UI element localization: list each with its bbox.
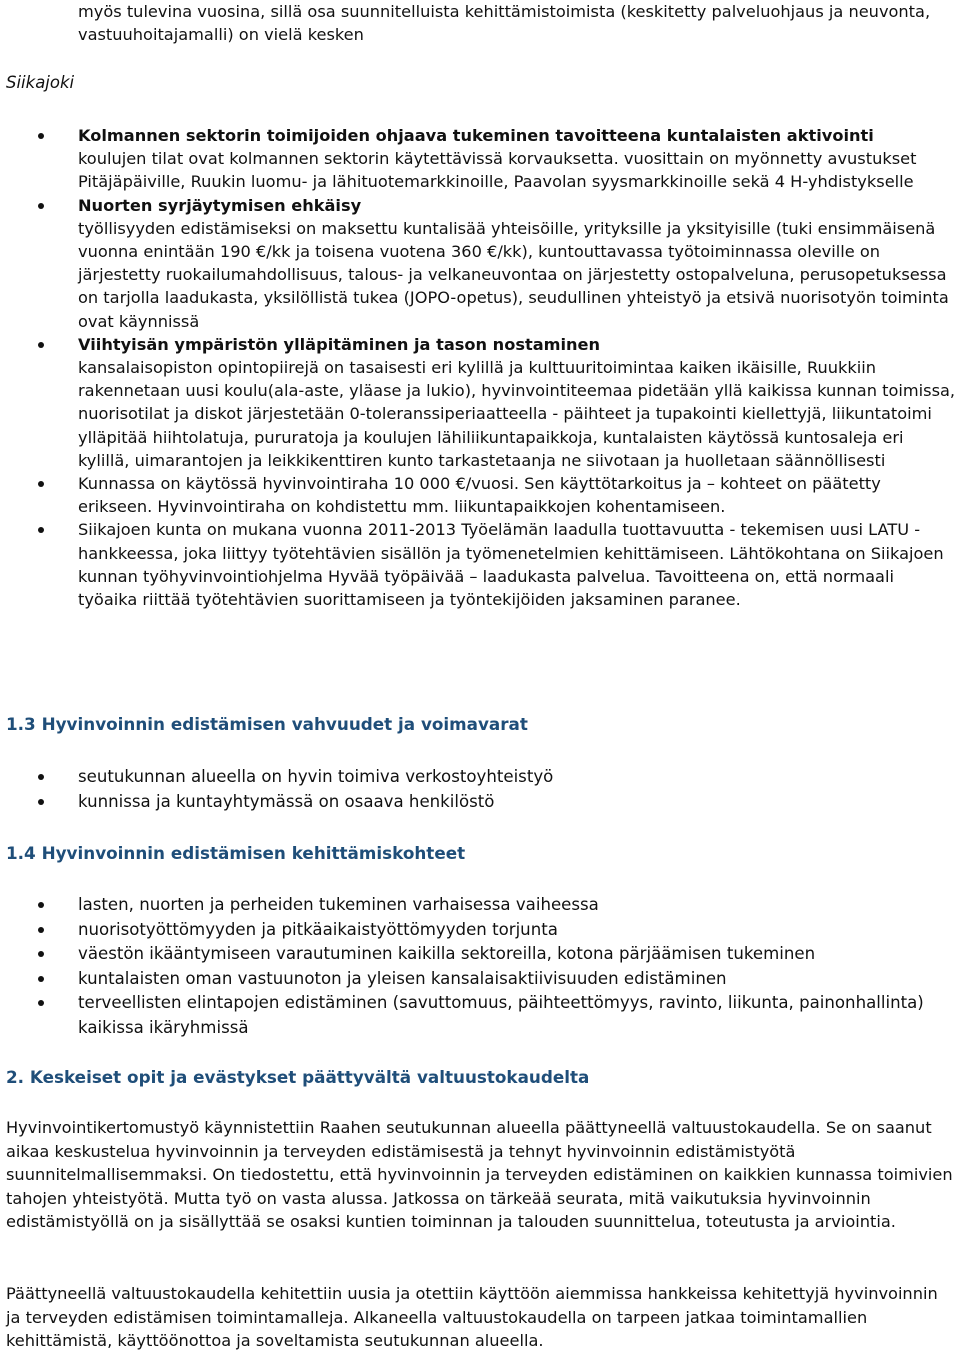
siikajoki-list [0, 124, 960, 611]
item-text: kansalaisopiston opintopiirejä on tasaisesti eri kylillä ja kulttuuritoimintaa kaiken ikäisille, Ruukkiin rakennetaan uusi koulu(ala-aste, yläase ja lukio), hyvinvointiteemaa pidetään yllä kaikissa kunnan toimissa, nuorisotilat ja diskot järjestetään 0-toleranssiperiaatteella - päihteet ja tupakointi kiellettyjä, liikuntatoimi ylläpitää hiihtolatuja, pururatoja ja koulujen lähiliikuntapaikkoja, kuntalaisten käytössä kuntosaleja eri kylillä, uimarantojen ja leikkikenttiren kunto tarkastetaanja ne siivotaan ja huolletaan säännöllisesti [78, 358, 956, 470]
strengths-list [0, 765, 960, 814]
targets-list [0, 893, 960, 1040]
list-item: lasten, nuorten ja perheiden tukeminen varhaisessa vaiheessa [0, 893, 960, 918]
list-item: seutukunnan alueella on hyvin toimiva verkostoyhteistyö [0, 765, 960, 790]
list-item: nuorisotyöttömyyden ja pitkäaikaistyöttömyyden torjunta [0, 918, 960, 943]
list-item [0, 472, 960, 518]
list-item: kuntalaisten oman vastuunoton ja yleisen kansalaisaktiivisuuden edistäminen [0, 967, 960, 992]
item-text: Siikajoen kunta on mukana vuonna 2011-2013 Työelämän laadulla tuottavuutta - tekemisen uusi LATU -hankkeessa, joka liittyy työtehtävien sisällön ja työmenetelmien kehittämiseen. Lähtökohtana on Siikajoen kunnan työhyvinvointiohjelma Hyvää työpäivää – laadukasta palvelua. Tavoitteena on, että normaali työaika riittää työtehtävien suorittamiseen ja työntekijöiden jaksaminen paranee. [78, 520, 944, 610]
heading-1-3: 1.3 Hyvinvoinnin edistämisen vahvuudet ja voimavarat [6, 714, 528, 734]
list-item: terveellisten elintapojen edistäminen (savuttomuus, päihteettömyys, ravinto, liikunta, painonhallinta) kaikissa ikäryhmissä [0, 991, 960, 1040]
heading-1-4: 1.4 Hyvinvoinnin edistämisen kehittämiskohteet [6, 843, 466, 863]
heading-2: 2. Keskeiset opit ja evästykset päättyvältä valtuustokaudelta [6, 1067, 590, 1087]
list-item: kunnissa ja kuntayhtymässä on osaava henkilöstö [0, 790, 960, 815]
paragraph: Hyvinvointikertomustyö käynnistettiin Raahen seutukunnan alueella päättyneellä valtuustokaudella. Se on saanut aikaa keskustelua hyvinvoinnin ja terveyden edistämisestä ja tehnyt hyvinvoinnin edistämistyötä suunnitelmallisemmaksi. On tiedostettu, että hyvinvoinnin ja terveyden edistäminen on kaikkien kunnassa toimivien tahojen yhteistyötä. Mutta työ on vasta alussa. Jatkossa on tärkeää seurata, mitä vaikutuksia hyvinvoinnin edistämistyöllä on ja sisällyttää se osaksi kuntien toiminnan ja talouden suunnittelua, toteutusta ja arviointia. [6, 1118, 953, 1231]
item-text: Kunnassa on käytössä hyvinvointiraha 10 000 €/vuosi. Sen käyttötarkoitus ja – kohteet on päätetty erikseen. Hyvinvointiraha on kohdistettu mm. liikuntapaikkojen kohentamiseen. [78, 474, 881, 517]
item-title: Kolmannen sektorin toimijoiden ohjaava tukeminen tavoitteena kuntalaisten aktivointi [78, 126, 874, 145]
item-title: Nuorten syrjäytymisen ehkäisy [78, 195, 362, 215]
list-item [0, 333, 960, 472]
continued-text: myös tulevina vuosina, sillä osa suunnitelluista kehittämistoimista (keskitetty palveluohjaus ja neuvonta, vastuuhoitajamalli) on vielä kesken [78, 2, 931, 44]
list-item [0, 124, 960, 194]
section-subheading: Siikajoki [6, 73, 75, 92]
item-title: Viihtyisän ympäristön ylläpitäminen ja tason nostaminen [78, 334, 601, 354]
list-item: väestön ikääntymiseen varautuminen kaikilla sektoreilla, kotona pärjäämisen tukeminen [0, 942, 960, 967]
item-text: koulujen tilat ovat kolmannen sektorin käytettävissä korvauksetta. vuosittain on myönnetty avustukset Pitäjäpäiville, Ruukin luomu- ja lähituotemarkkinoille, Paavolan syysmarkkinoille sekä 4 H-yhdistykselle [78, 149, 917, 192]
list-item [0, 194, 960, 333]
item-text: työllisyyden edistämiseksi on maksettu kuntalisää yhteisöille, yrityksille ja yksityisille (tuki ensimmäisenä vuonna enintään 190 €/kk ja toisena vuotena 360 €/kk), kuntouttavassa työtoiminnassa oleville on järjestetty ruokailumahdollisuus, talous- ja velkaneuvontaa on järjestetty ostopalveluna, perusopetuksessa on tarjolla laadukasta, yksilöllistä tukea (JOPO-opetus), seudullinen yhteistyö ja etsivä nuorisotyön toiminta ovat käynnissä [78, 218, 949, 331]
paragraph: Päättyneellä valtuustokaudella kehitettiin uusia ja otettiin käyttöön aiemmissa hankkeissa kehitettyjä hyvinvoinnin ja terveyden edistämisen toimintamalleja. Alkaneella valtuustokaudella on tarpeen jatkaa toimintamallien kehittämistä, käyttöönottoa ja soveltamista seutukunnan alueella. [6, 1284, 938, 1350]
list-item [0, 518, 960, 611]
